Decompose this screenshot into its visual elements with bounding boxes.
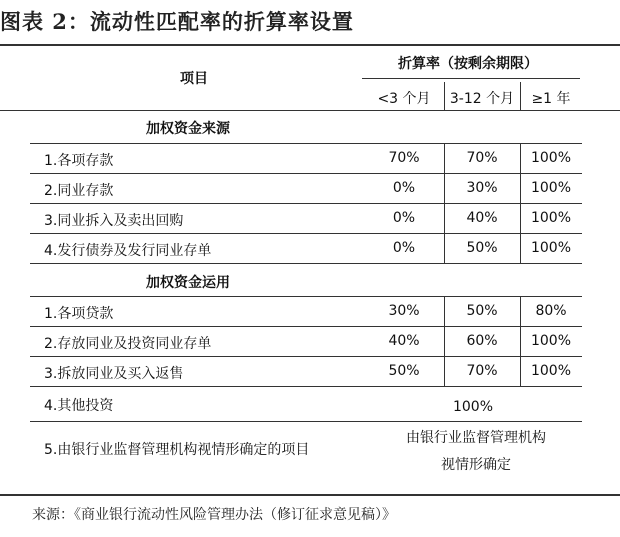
header-period-ge1y: ≥1 年: [531, 91, 571, 107]
row-value: 100%: [530, 240, 572, 256]
section-title-funding-sources: 加权资金来源: [146, 121, 230, 137]
row-rule: [30, 386, 582, 387]
header-item: 项目: [180, 71, 208, 87]
header-rate-rule: [362, 78, 580, 79]
bottom-rule: [0, 494, 620, 496]
row-value: 100%: [530, 210, 572, 226]
row-value: 80%: [535, 303, 567, 319]
row-value: 40%: [466, 210, 498, 226]
row-label: 3.同业拆入及卖出回购: [44, 213, 184, 229]
header-divider: [520, 82, 521, 110]
row-label: 3.拆放同业及买入返售: [44, 366, 184, 382]
header-period-3-12m: 3-12 个月: [449, 91, 515, 107]
row-value: 70%: [388, 150, 420, 166]
row-value: 100%: [530, 150, 572, 166]
row-value: 100%: [452, 399, 494, 415]
header-divider: [444, 82, 445, 110]
column-divider: [520, 296, 521, 386]
row-value: 100%: [530, 333, 572, 349]
row-value: 70%: [466, 363, 498, 379]
row-label: 4.其他投资: [44, 398, 114, 414]
row-value: 70%: [466, 150, 498, 166]
row-value: 40%: [388, 333, 420, 349]
row-rule: [30, 263, 582, 264]
row-rule: [30, 356, 582, 357]
row-rule: [30, 233, 582, 234]
top-rule: [0, 44, 620, 46]
row-label: 4.发行债券及发行同业存单: [44, 243, 212, 259]
row-value: 50%: [466, 240, 498, 256]
row-label: 2.存放同业及投资同业存单: [44, 336, 212, 352]
column-divider: [444, 296, 445, 386]
header-bottom-rule: [0, 110, 620, 111]
row-rule: [30, 421, 582, 422]
section-title-funding-uses: 加权资金运用: [146, 275, 230, 291]
row-rule: [30, 203, 582, 204]
row-rule: [30, 326, 582, 327]
figure-title: 图表 2：流动性匹配率的折算率设置: [0, 9, 354, 34]
row-rule: [30, 173, 582, 174]
row-value: 100%: [530, 363, 572, 379]
row-label: 2.同业存款: [44, 183, 114, 199]
row-label: 5.由银行业监督管理机构视情形确定的项目: [44, 442, 310, 458]
header-period-lt3m: <3 个月: [377, 91, 431, 107]
column-divider: [444, 143, 445, 263]
row-value: 30%: [466, 180, 498, 196]
row-label: 1.各项存款: [44, 153, 114, 169]
row-rule: [30, 296, 582, 297]
row-value: 50%: [388, 363, 420, 379]
source-note: 来源：《商业银行流动性风险管理办法（修订征求意见稿）》: [32, 507, 396, 523]
row-value: 0%: [392, 240, 416, 256]
column-divider: [520, 143, 521, 263]
row-label: 1.各项贷款: [44, 306, 114, 322]
header-rate: 折算率（按剩余期限）: [398, 56, 538, 72]
row-value: 100%: [530, 180, 572, 196]
row-note-line: 由银行业监督管理机构: [406, 430, 546, 446]
row-value: 60%: [466, 333, 498, 349]
row-value: 30%: [388, 303, 420, 319]
row-rule: [30, 143, 582, 144]
row-value: 50%: [466, 303, 498, 319]
row-value: 0%: [392, 210, 416, 226]
row-note-line: 视情形确定: [441, 457, 511, 473]
row-value: 0%: [392, 180, 416, 196]
